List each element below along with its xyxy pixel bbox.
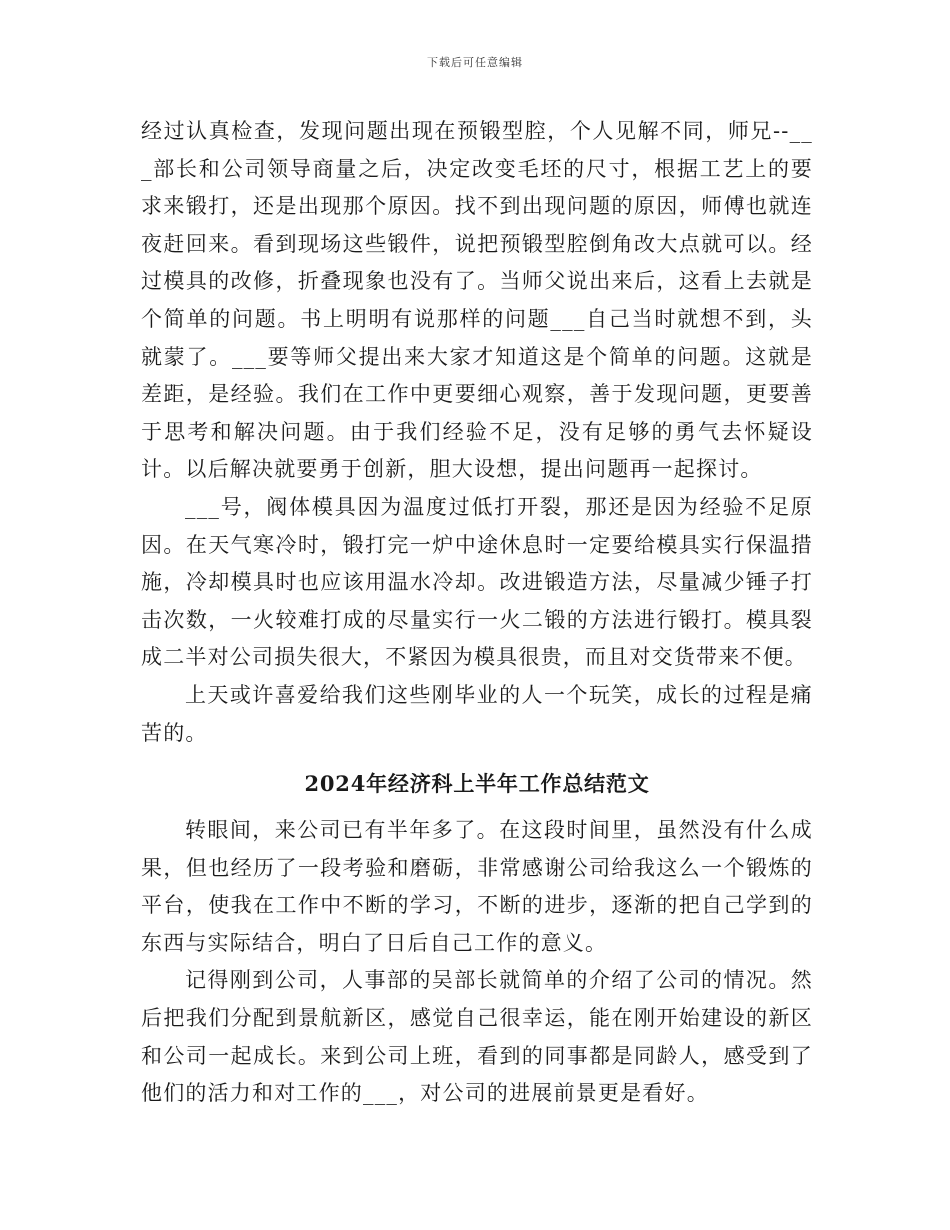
section-title: 2024年经济科上半年工作总结范文	[304, 771, 650, 797]
paragraph-4: 转眼间，来公司已有半年多了。在这段时间里，虽然没有什么成果，但也经历了一段考验和磨砺，非常感谢公司给我这么一个锻炼的平台，使我在工作中不断的学习，不断的进步，逐渐的把自己学到的东西与实际结合，明白了日后自己工作的意义。	[141, 818, 813, 955]
document-body	[141, 113, 813, 1113]
paragraph-5: 记得刚到公司，人事部的吴部长就简单的介绍了公司的情况。然后把我们分配到景航新区，感觉自己很幸运，能在刚开始建设的新区和公司一起成长。来到公司上班，看到的同事都是同龄人，感受到了他们的活力和对工作的___，对公司的进展前景更是看好。	[141, 968, 813, 1106]
page-header-note: 下载后可任意编辑	[427, 56, 523, 69]
paragraph-2: ___号，阀体模具因为温度过低打开裂，那还是因为经验不足原因。在天气寒冷时，锻打完一炉中途休息时一定要给模具实行保温措施，冷却模具时也应该用温水冷却。改进锻造方法，尽量减少锤子打击次数，一火较难打成的尽量实行一火二锻的方法进行锻打。模具裂成二半对公司损失很大，不紧因为模具很贵，而且对交货带来不便。	[141, 494, 813, 670]
paragraph-1: 经过认真检查，发现问题出现在预锻型腔，个人见解不同，师兄--___部长和公司领导商量之后，决定改变毛坯的尺寸，根据工艺上的要求来锻打，还是出现那个原因。找不到出现问题的原因，师傅也就连夜赶回来。看到现场这些锻件，说把预锻型腔倒角改大点就可以。经过模具的改修，折叠现象也没有了。当师父说出来后，这看上去就是个简单的问题。书上明明有说那样的问题___自己当时就想不到，头就蒙了。___要等师父提出来大家才知道这是个简单的问题。这就是差距，是经验。我们在工作中更要细心观察，善于发现问题，更要善于思考和解决问题。由于我们经验不足，没有足够的勇气去怀疑设计。以后解决就要勇于创新，胆大设想，提出问题再一起探讨。	[141, 119, 813, 482]
paragraph-3: 上天或许喜爱给我们这些刚毕业的人一个玩笑，成长的过程是痛苦的。	[141, 682, 813, 745]
